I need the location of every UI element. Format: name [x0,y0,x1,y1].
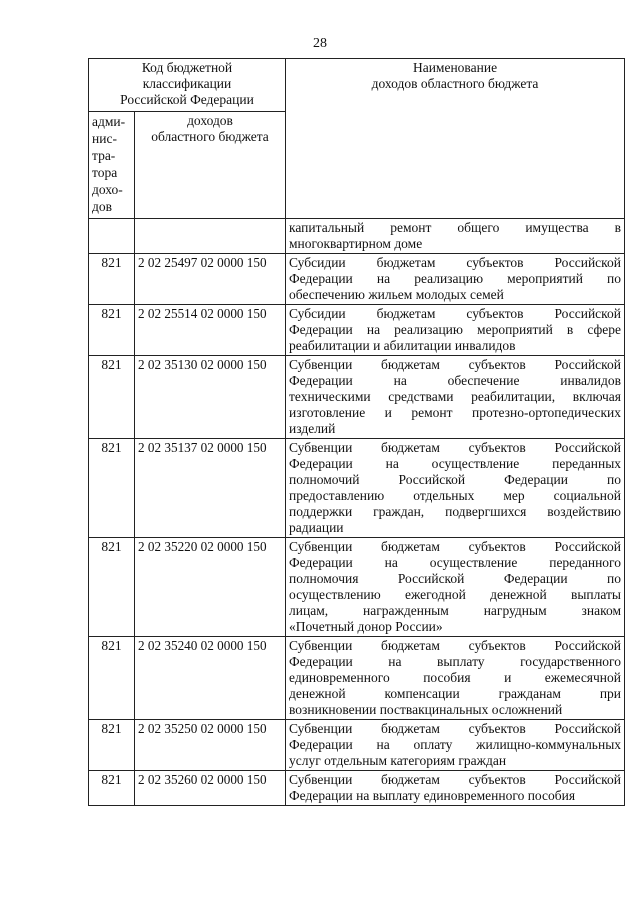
revenue-name-line: Федерации на оплату жилищно-коммунальных [289,737,622,752]
administrator-code-cell: 821 [89,439,135,538]
revenue-name-line: изделий [289,421,336,436]
revenue-name-line: Субвенции бюджетам субъектов Российской [289,772,622,787]
header-admin-line: тора [92,165,118,180]
table-row [89,720,625,771]
revenue-name-line: Субвенции бюджетам субъектов Российской [289,357,622,372]
table-row [89,219,625,254]
revenue-name-line: многоквартирном доме [289,236,423,251]
administrator-code-cell: 821 [89,254,135,305]
header-code-line: доходов [187,113,233,128]
revenue-name-line: Субвенции бюджетам субъектов Российской [289,721,622,736]
revenue-name-line: Субсидии бюджетам субъектов Российской [289,306,622,321]
header-revenue-code [135,112,286,219]
administrator-code-cell: 821 [89,771,135,806]
header-code-line: областного бюджета [151,129,269,144]
revenue-name-line: обеспечению жильем молодых семей [289,287,504,302]
header-row-top [89,59,625,112]
revenue-name-cell [286,771,625,806]
revenue-name-line: единовременного пособия и ежемесячной [289,670,622,685]
header-group-line: Российской Федерации [120,92,254,107]
revenue-code-cell: 2 02 35240 02 0000 150 [135,637,286,720]
revenue-name-cell [286,356,625,439]
administrator-code-cell: 821 [89,305,135,356]
revenue-name-line: осуществлению ежегодной денежной выплаты [289,587,622,602]
header-admin-line: тра- [92,148,116,163]
revenue-name-line: Федерации на реализацию мероприятий в сфере [289,322,622,337]
table-row [89,254,625,305]
table-row [89,305,625,356]
revenue-name-line: реабилитации и абилитации инвалидов [289,338,516,353]
revenue-name-line: техническими средствами реабилитации, включая [289,389,622,404]
header-revenue-name [286,59,625,219]
revenue-name-cell [286,538,625,637]
table-body [89,219,625,806]
revenue-name-line: Федерации на осуществление переданного [289,555,622,570]
administrator-code-cell: 821 [89,538,135,637]
revenue-name-line: Субсидии бюджетам субъектов Российской [289,255,622,270]
revenue-name-line: полномочий Российской Федерации по [289,472,622,487]
revenue-name-line: Субвенции бюджетам субъектов Российской [289,638,622,653]
revenue-name-cell [286,305,625,356]
revenue-name-cell [286,219,625,254]
revenue-name-cell [286,637,625,720]
header-admin-line: дохо- [92,182,123,197]
administrator-code-cell: 821 [89,356,135,439]
revenue-name-cell [286,439,625,538]
administrator-code-cell [89,219,135,254]
revenue-name-line: Федерации на обеспечение инвалидов [289,373,622,388]
revenue-code-cell: 2 02 25497 02 0000 150 [135,254,286,305]
header-name-line: Наименование [412,60,498,75]
revenue-name-line: возникновении поствакцинальных осложнений [289,702,563,717]
header-name-line: доходов областного бюджета [371,76,539,91]
table-row [89,771,625,806]
table-row [89,538,625,637]
table-row [89,356,625,439]
revenue-name-line: Федерации на осуществление переданных [289,456,622,471]
revenue-name-line: Субвенции бюджетам субъектов Российской [289,440,622,455]
table-row [89,637,625,720]
revenue-name-line: Федерации на реализацию мероприятий по [289,271,622,286]
page-number: 28 [313,36,327,51]
revenue-name-line: полномочия Российской Федерации по [289,571,622,586]
revenue-code-cell: 2 02 35130 02 0000 150 [135,356,286,439]
header-admin-line: адми- [92,114,126,129]
revenue-name-line: денежной компенсации гражданам при [289,686,622,701]
revenue-name-line: поддержки граждан, подвергшихся воздействию [289,504,622,519]
revenue-code-cell: 2 02 35250 02 0000 150 [135,720,286,771]
revenue-name-line: Федерации на выплату государственного [289,654,622,669]
administrator-code-cell: 821 [89,637,135,720]
header-group-line: классификации [142,76,232,91]
revenue-name-cell [286,254,625,305]
revenue-name-line: «Почетный донор России» [289,619,443,634]
header-admin-line: нис- [92,131,117,146]
revenue-name-line: капитальный ремонт общего имущества в [289,220,622,235]
revenue-code-cell: 2 02 35137 02 0000 150 [135,439,286,538]
revenue-name-line: лицам, награжденным нагрудным знаком [289,603,622,618]
revenue-name-line: предоставлению отдельных мер социальной [289,488,622,503]
header-group-line: Код бюджетной [141,60,233,75]
revenue-name-cell [286,720,625,771]
budget-revenue-table [88,58,625,806]
revenue-name-line: изготовление и ремонт протезно-ортопедических [289,405,622,420]
revenue-name-line: услуг отдельным категориям граждан [289,753,507,768]
revenue-code-cell: 2 02 35260 02 0000 150 [135,771,286,806]
revenue-name-line: Федерации на выплату единовременного пособия [289,788,576,803]
administrator-code-cell: 821 [89,720,135,771]
header-administrator [89,112,135,219]
revenue-name-line: радиации [289,520,344,535]
revenue-code-cell: 2 02 25514 02 0000 150 [135,305,286,356]
revenue-name-line: Субвенции бюджетам субъектов Российской [289,539,622,554]
header-budget-code-group [89,59,286,112]
revenue-code-cell [135,219,286,254]
revenue-code-cell: 2 02 35220 02 0000 150 [135,538,286,637]
header-admin-line: дов [92,199,112,214]
table-row [89,439,625,538]
